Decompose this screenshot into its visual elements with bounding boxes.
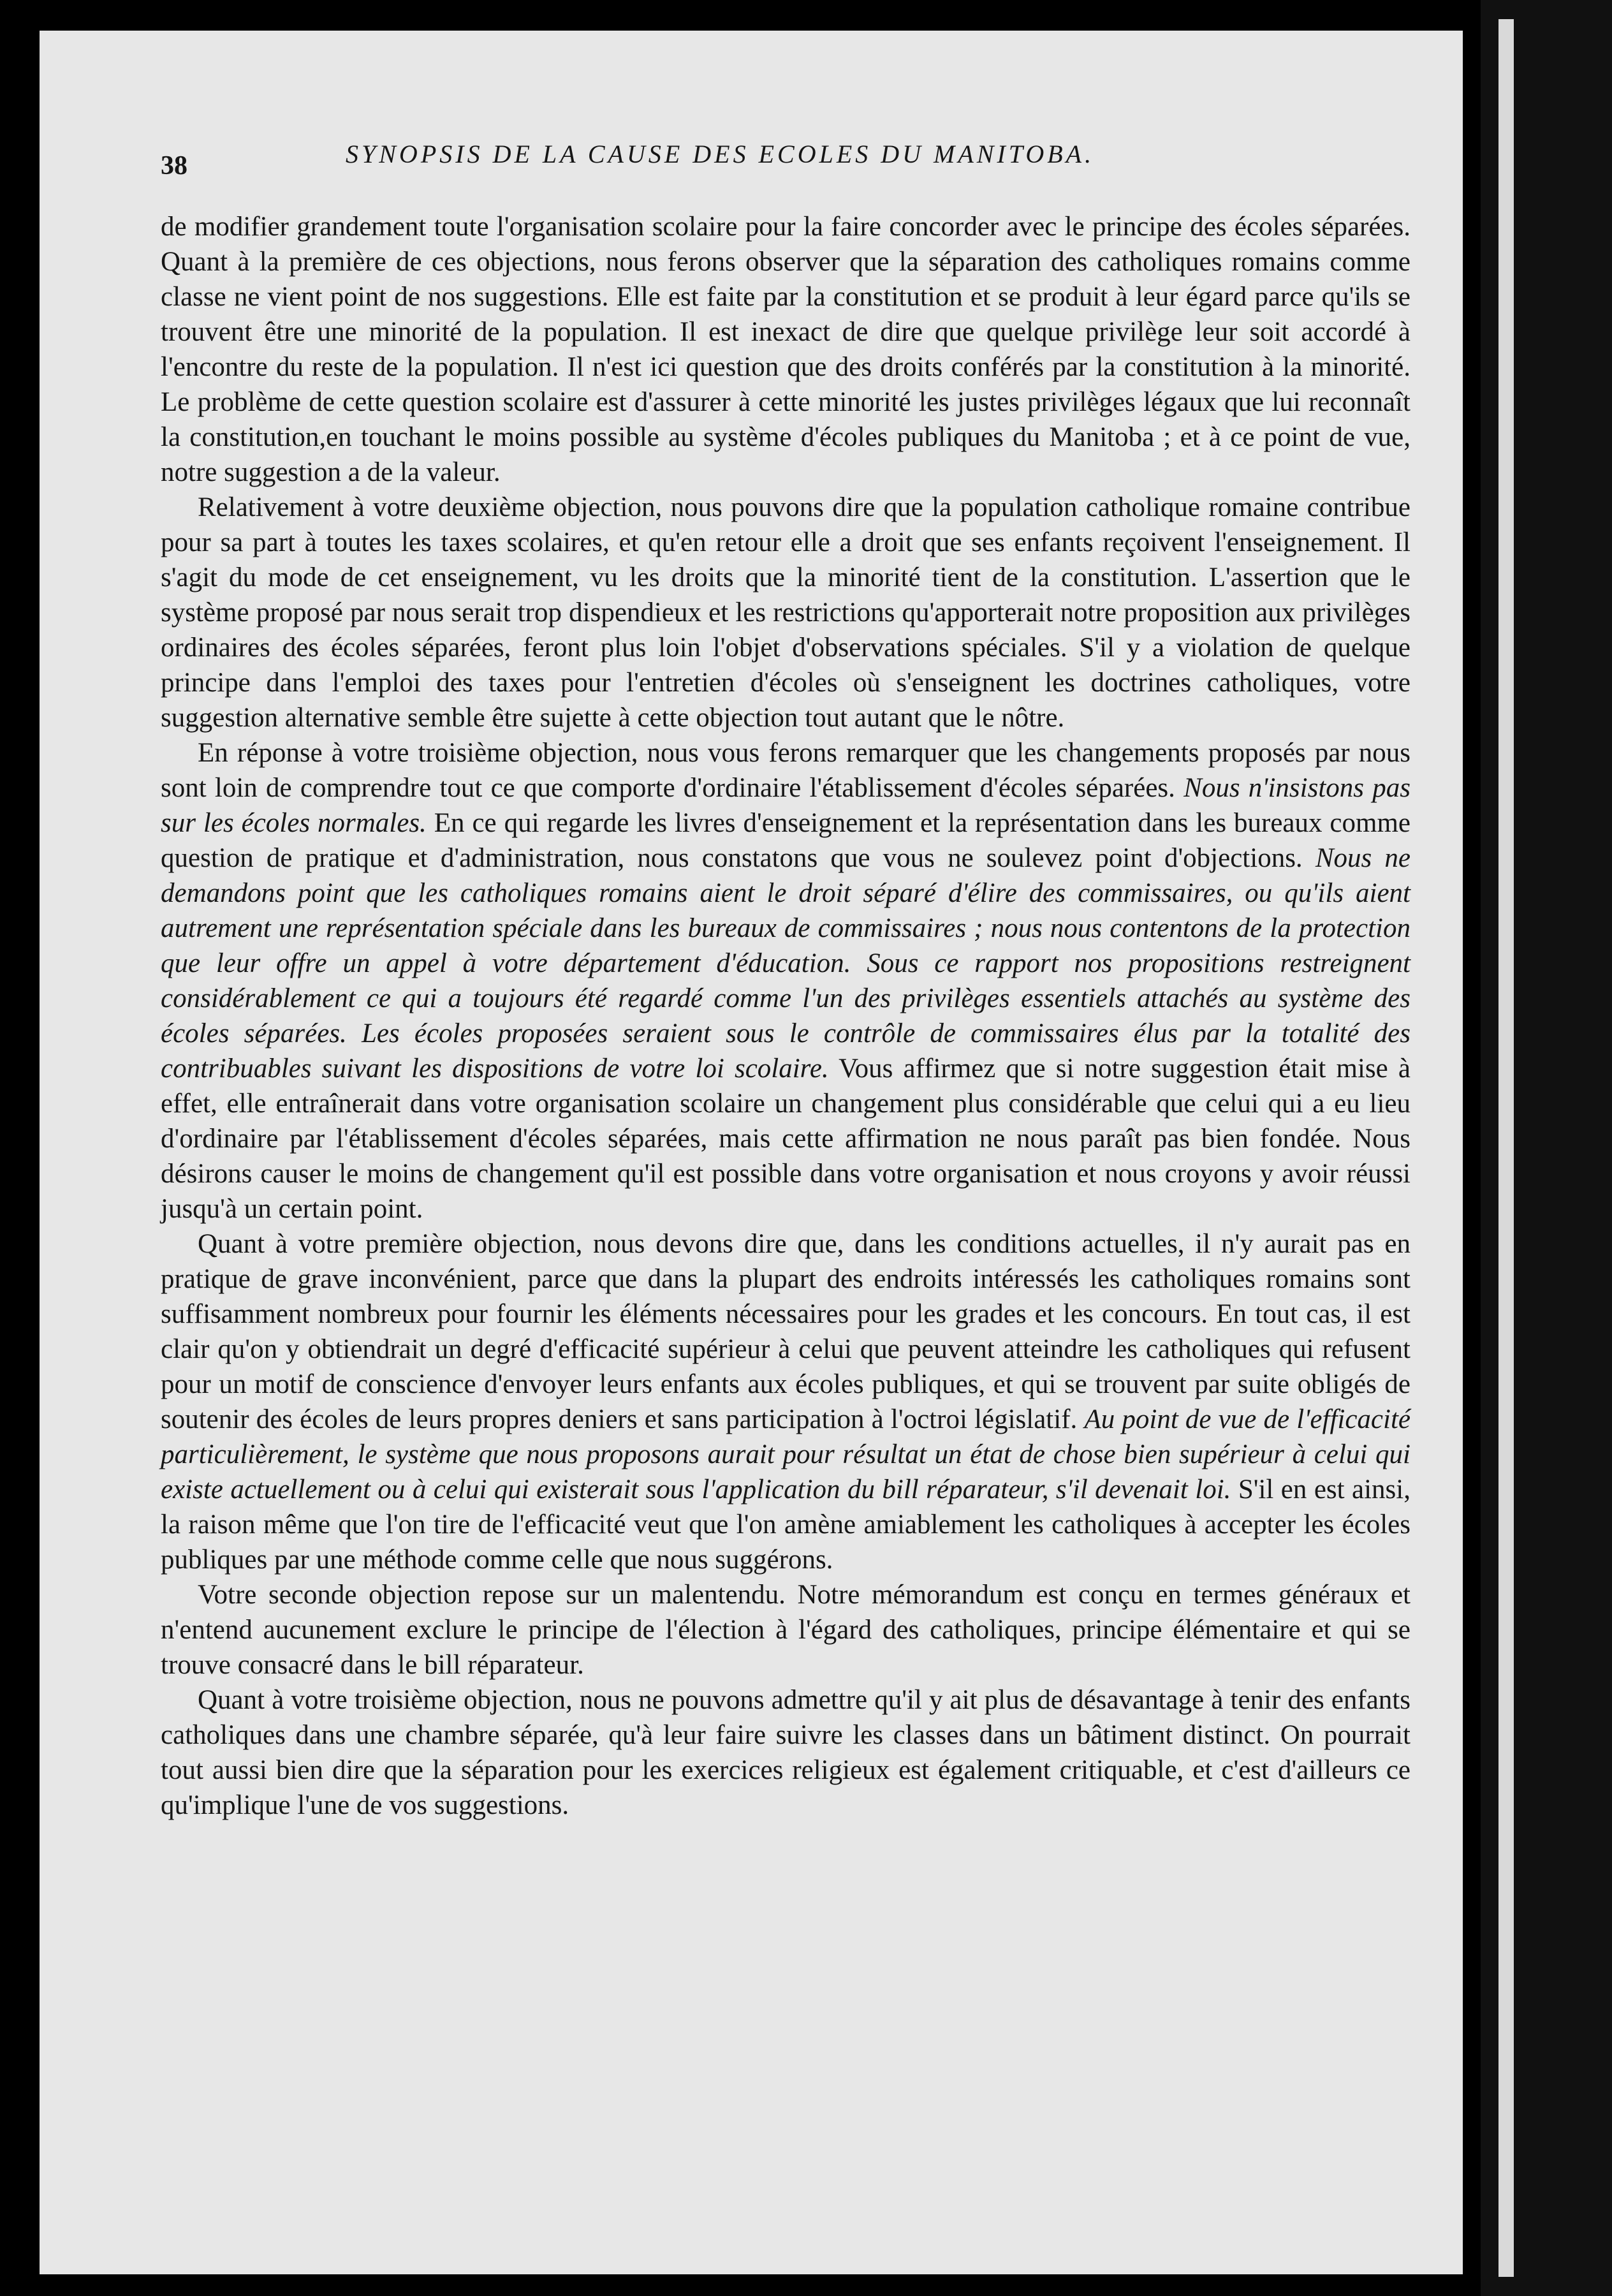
italic-segment: Au point de vue de l'efficacité particulièrement, le système que nous proposons aurait pour résultat un état de chose bien supérieur à celui qui existe actuellement ou à celui qui existerait sous l'application du bill réparateur, s'il devenait loi. bbox=[161, 1404, 1410, 1505]
paragraph-1 bbox=[161, 209, 1410, 490]
text-segment: S'il en est ainsi, la raison même que l'on tire de l'efficacité veut que l'on amène amiablement les catholiques à accepter les écoles publiques par une méthode comme celle que nous suggérons. bbox=[161, 1475, 1410, 1575]
paragraph-3 bbox=[161, 735, 1410, 1226]
text-segment: En réponse à votre troisième objection, nous vous ferons remarquer que les changements proposés par nous sont loin de comprendre tout ce que comporte d'ordinaire l'établissement d'écoles séparées. bbox=[161, 738, 1410, 803]
text-segment: Votre seconde objection repose sur un malentendu. Notre mémorandum est conçu en termes généraux et n'entend aucunement exclure le principe de l'élection à l'égard des catholiques, principe élémentaire et qui se trouve consacré dans le bill réparateur. bbox=[161, 1580, 1410, 1680]
italic-segment: Nous n'insistons pas sur les écoles normales. bbox=[161, 773, 1411, 838]
running-title: SYNOPSIS DE LA CAUSE DES ECOLES DU MANITOBA. bbox=[346, 140, 1095, 168]
page-header bbox=[161, 139, 1410, 209]
page-number: 38 bbox=[161, 151, 187, 180]
paragraph-6 bbox=[161, 1682, 1410, 1823]
text-segment: Quant à votre première objection, nous devons dire que, dans les conditions actuelles, il n'y aurait pas en pratique de grave inconvénient, parce que dans la plupart des endroits intéressés les catholiques romains sont suffisamment nombreux pour fournir les éléments nécessaires pour les grades et les concours. En tout cas, il est clair qu'on y obtiendrait un degré d'efficacité supérieur à celui que peuvent atteindre les catholiques qui refusent pour un motif de conscience d'envoyer leurs enfants aux écoles publiques, et qui se trouvent par suite obligés de soutenir des écoles de leurs propres deniers et sans participation à l'octroi législatif. bbox=[161, 1229, 1410, 1434]
paragraph-4 bbox=[161, 1226, 1410, 1577]
paragraph-5 bbox=[161, 1577, 1410, 1682]
text-segment: Quant à votre troisième objection, nous ne pouvons admettre qu'il y ait plus de désavantage à tenir des enfants catholiques dans une chambre séparée, qu'à leur faire suivre les classes dans un bâtiment distinct. On pourrait tout aussi bien dire que la séparation pour les exercices religieux est également critiquable, et c'est d'ailleurs ce qu'implique l'une de vos suggestions. bbox=[161, 1685, 1410, 1820]
page-content bbox=[161, 139, 1410, 1823]
text-segment: Vous affirmez que si notre suggestion était mise à effet, elle entraînerait dans votre organisation scolaire un changement plus considérable que celui qui a eu lieu d'ordinaire par l'établissement d'écoles séparées, mais cette affirmation ne nous paraît pas bien fondée. Nous désirons causer le moins de changement qu'il est possible dans votre organisation et nous croyons y avoir réussi jusqu'à un certain point. bbox=[161, 1054, 1410, 1224]
text-segment: Relativement à votre deuxième objection, nous pouvons dire que la population catholique romaine contribue pour sa part à toutes les taxes scolaires, et qu'en retour elle a droit que ses enfants reçoivent l'enseignement. Il s'agit du mode de cet enseignement, vu les droits que la minorité tient de la constitution. L'assertion que le système proposé par nous serait trop dispendieux et les restrictions qu'apporterait notre proposition aux privilèges ordinaires des écoles séparées, feront plus loin l'objet d'observations spéciales. S'il y a violation de quelque principe dans l'emploi des taxes pour l'entretien d'écoles où s'enseignent les doctrines catholiques, votre suggestion alternative semble être sujette à cette objection tout autant que le nôtre. bbox=[161, 492, 1410, 733]
paragraph-2 bbox=[161, 490, 1410, 735]
adjacent-page-edge bbox=[1481, 0, 1612, 2296]
adjacent-page-strip bbox=[1498, 19, 1514, 2277]
text-segment: de modifier grandement toute l'organisation scolaire pour la faire concorder avec le principe des écoles séparées. Quant à la première de ces objections, nous ferons observer que la séparation des catholiques romains comme classe ne vient point de nos suggestions. Elle est faite par la constitution et se produit à leur égard parce qu'ils se trouvent être une minorité de la population. Il est inexact de dire que quelque privilège leur soit accordé à l'encontre du reste de la population. Il n'est ici question que des droits conférés par la constitution à la minorité. Le problème de cette question scolaire est d'assurer à cette minorité les justes privilèges légaux que lui reconnaît la constitution,en touchant le moins possible au système d'écoles publiques du Manitoba ; et à ce point de vue, notre suggestion a de la valeur. bbox=[161, 212, 1410, 487]
scanned-page bbox=[40, 31, 1463, 2274]
italic-segment: Nous ne demandons point que les catholiques romains aient le droit séparé d'élire des commissaires, ou qu'ils aient autrement une représentation spéciale dans les bureaux de commissaires ; nous nous contentons de la protection que leur offre un appel à votre département d'éducation. Sous ce rapport nos propositions restreignent considérablement ce qui a toujours été regardé comme l'un des privilèges essentiels attachés au système des écoles séparées. Les écoles proposées seraient sous le contrôle de commissaires élus par la totalité des contribuables suivant les dispositions de votre loi scolaire. bbox=[161, 843, 1410, 1084]
text-segment: En ce qui regarde les livres d'enseignement et la représentation dans les bureaux comme question de pratique et d'administration, nous constatons que vous ne soulevez point d'objections. bbox=[161, 808, 1411, 873]
